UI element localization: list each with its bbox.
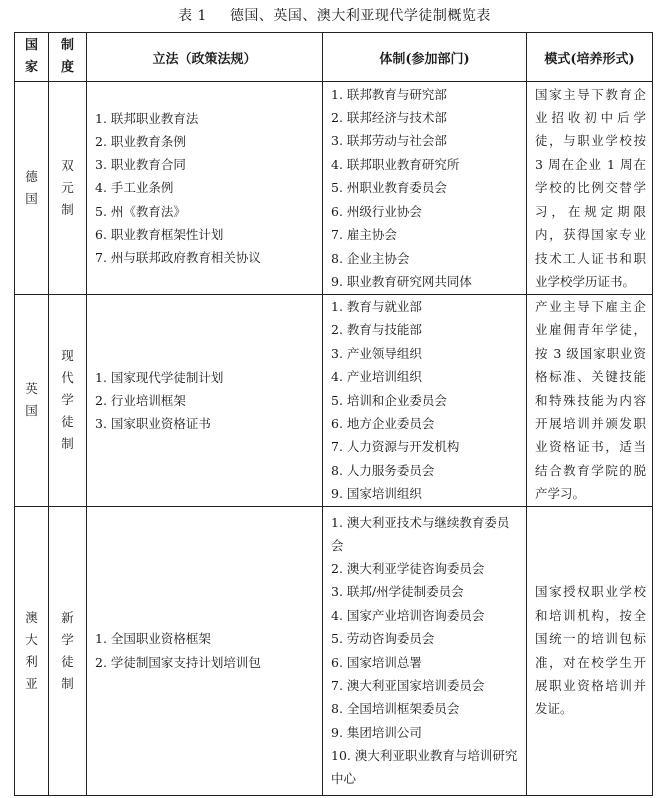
list-item: 2. 澳大利亚学徒咨询委员会 [331,561,485,577]
institutions-cell [323,82,527,295]
list-item: 5. 州职业教育委员会 [331,180,447,196]
list-item: 2. 职业教育条例 [95,133,186,149]
table-row [15,506,653,795]
list-item: 4. 国家产业培训咨询委员会 [331,607,485,623]
list-item: 2. 学徒制国家支持计划培训包 [95,654,261,670]
table-caption [0,0,669,32]
list-item: 6. 地方企业委员会 [331,416,435,432]
list-item: 4. 联邦职业教育研究所 [331,156,460,172]
list-item: 6. 国家培训总署 [331,654,422,670]
list-item: 7. 澳大利亚国家培训委员会 [331,678,485,694]
table-row [15,82,653,295]
institutions-cell [323,295,527,507]
list-item: 2. 行业培训框架 [95,392,186,408]
list-item: 3. 联邦/州学徒制委员会 [331,584,464,600]
list-item: 4. 手工业条例 [95,180,174,196]
list-item: 10. 澳大利亚职业教育与培训研究中心 [331,748,518,787]
list-item: 3. 联邦劳动与社会部 [331,133,447,149]
list-item: 9. 集团培训公司 [331,724,422,740]
list-item: 7. 州与联邦政府教育相关协议 [95,250,261,265]
country-cell: 英 国 [15,295,49,507]
list-item: 1. 联邦职业教育法 [95,110,199,126]
list-item: 3. 产业领导组织 [331,345,422,361]
list-item: 5. 劳动咨询委员会 [331,631,435,647]
list-item: 1. 教育与就业部 [331,299,422,314]
header-institutions: 体制(参加部门) [323,33,527,82]
system-cell: 现 代 学 徒 制 [49,295,87,507]
list-item: 4. 产业培训组织 [331,369,422,385]
legislation-cell [87,295,323,507]
list-item: 3. 国家职业资格证书 [95,415,211,431]
header-country: 国 家 [15,33,49,82]
mode-cell [527,82,653,295]
apprenticeship-overview-table [14,32,653,796]
list-item: 9. 职业教育研究网共同体 [331,273,472,289]
country-cell: 澳 大 利 亚 [15,506,49,795]
legislation-cell [87,82,323,295]
list-item: 6. 州级行业协会 [331,203,422,219]
list-item: 9. 国家培训组织 [331,486,422,502]
list-item: 2. 教育与技能部 [331,322,422,338]
list-item: 5. 培训和企业委员会 [331,392,447,408]
list-item: 7. 人力资源与开发机构 [331,439,460,455]
list-item: 1. 全国职业资格框架 [95,631,211,647]
mode-cell [527,506,653,795]
list-item: 7. 雇主协会 [331,227,397,243]
system-cell: 新 学 徒 制 [49,506,87,795]
list-item: 6. 职业教育框架性计划 [95,226,224,242]
list-item: 1. 联邦教育与研究部 [331,86,447,102]
legislation-cell [87,506,323,795]
list-item: 2. 联邦经济与技术部 [331,110,447,126]
mode-text: 国家授权职业学校和培训机构，按全国统一的培训包标准，对在校学生开展职业资格培训并发证。 [535,584,646,717]
list-item: 1. 澳大利亚技术与继续教育委员会 [331,515,510,554]
list-item: 3. 职业教育合同 [95,157,186,173]
mode-cell [527,295,653,507]
header-legislation: 立法（政策法规） [87,33,323,82]
header-system: 制 度 [49,33,87,82]
header-row [15,33,653,82]
list-item: 8. 企业主协会 [331,250,410,266]
country-cell: 德 国 [15,82,49,295]
mode-text: 国家主导下教育企业招收初中后学徒，与职业学校按 3 周在企业 1 周在学校的比例交替学习，在规定期限内，获得国家专业技术工人证书和职业学校学历证书。 [535,86,646,289]
mode-text: 产业主导下雇主企业雇佣青年学徒，按 3 级国家职业资格标准、关键技能和特殊技能为内容开展培训并颁发职业资格证书，适当结合教育学院的脱产学习。 [535,299,646,502]
list-item: 1. 国家现代学徒制计划 [95,369,224,385]
list-item: 8. 人力服务委员会 [331,462,435,478]
system-cell: 双 元 制 [49,82,87,295]
institutions-cell [323,506,527,795]
list-item: 5. 州《教育法》 [95,203,186,219]
header-mode: 模式(培养形式) [527,33,653,82]
list-item: 8. 全国培训框架委员会 [331,701,460,717]
table-number: 表 1 [178,8,207,24]
table-row [15,295,653,507]
table-title: 德国、英国、澳大利亚现代学徒制概览表 [229,8,491,24]
